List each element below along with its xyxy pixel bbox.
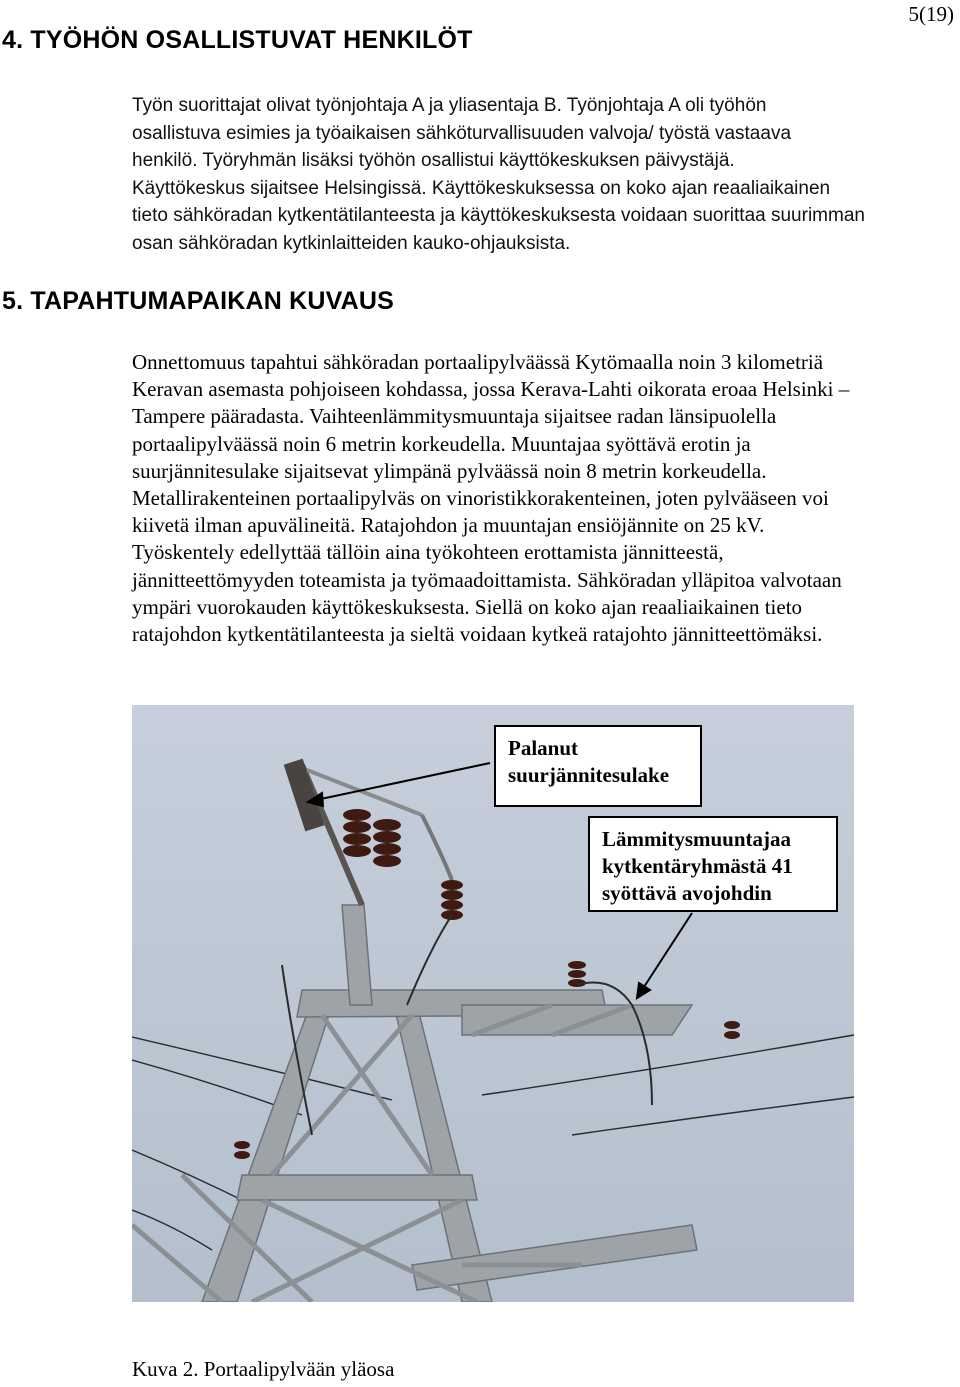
section-4-heading: 4. TYÖHÖN OSALLISTUVAT HENKILÖT [2, 26, 473, 54]
section-5-paragraph [132, 349, 958, 648]
text-line: portaalipylväässä noin 6 metrin korkeudella. Muuntajaa syöttävä erotin ja [132, 431, 751, 456]
text-line: osan sähköradan kytkinlaitteiden kauko-ohjauksista. [132, 232, 571, 254]
callout-feed-conductor [588, 816, 838, 912]
callout-line: syöttävä avojohdin [602, 881, 772, 905]
text-line: osallistuva esimies ja työaikaisen sähköturvallisuuden valvoja/ työstä vastaava [132, 122, 792, 144]
text-line: Tampere pääradasta. Vaihteenlämmitysmuuntaja sijaitsee radan länsipuolella [132, 404, 777, 429]
page-number: 5(19) [908, 2, 954, 26]
callout-burnt-fuse [494, 725, 702, 807]
text-line: henkilö. Työryhmän lisäksi työhön osallistui käyttökeskuksen päivystäjä. [132, 150, 735, 172]
text-line: tieto sähköradan kytkentätilanteesta ja käyttökeskuksesta voidaan suorittaa suurimman [132, 205, 865, 227]
text-line: Keravan asemasta pohjoiseen kohdassa, jossa Kerava-Lahti oikorata eroaa Helsinki – [132, 377, 850, 402]
callout-line: Palanut [508, 736, 579, 760]
text-line: suurjännitesulake sijaitsevat ylimpänä pylväässä noin 8 metrin korkeudella. [132, 458, 767, 483]
text-line: Metallirakenteinen portaalipylväs on vinoristikkorakenteinen, joten pylvääseen voi [132, 486, 829, 511]
text-line: Käyttökeskus sijaitsee Helsingissä. Käyttökeskuksessa on koko ajan reaaliaikainen [132, 177, 831, 199]
callout-line: Lämmitysmuuntajaa [602, 827, 792, 851]
section-4-paragraph [132, 92, 958, 258]
callout-line: suurjännitesulake [508, 763, 670, 787]
callout-line: kytkentäryhmästä 41 [602, 854, 793, 878]
text-line: Työn suorittajat olivat työnjohtaja A ja yliasentaja B. Työnjohtaja A oli työhön [132, 95, 767, 116]
text-line: ratajohdon kytkentätilanteesta ja sieltä voidaan kytkeä ratajohto jännitteettömäksi. [132, 622, 823, 647]
text-line: Onnettomuus tapahtui sähköradan portaalipylväässä Kytömaalla noin 3 kilometriä [132, 350, 824, 374]
pylon-photo [132, 705, 854, 1302]
text-line: kiivetä ilman apuvälineitä. Ratajohdon ja muuntajan ensiöjännite on 25 kV. [132, 513, 765, 538]
figure-caption: Kuva 2. Portaalipylvään yläosa [132, 1357, 395, 1381]
text-line: Työskentely edellyttää tällöin aina työkohteen erottamista jännitteestä, [132, 540, 724, 565]
text-line: jännitteettömyyden toteamista ja työmaadoittamista. Sähköradan ylläpitoa valvotaan [132, 567, 842, 592]
section-5-heading: 5. TAPAHTUMAPAIKAN KUVAUS [2, 287, 395, 315]
text-line: ympäri vuorokauden käyttökeskuksesta. Siellä on koko ajan reaaliaikainen tieto [132, 594, 803, 619]
